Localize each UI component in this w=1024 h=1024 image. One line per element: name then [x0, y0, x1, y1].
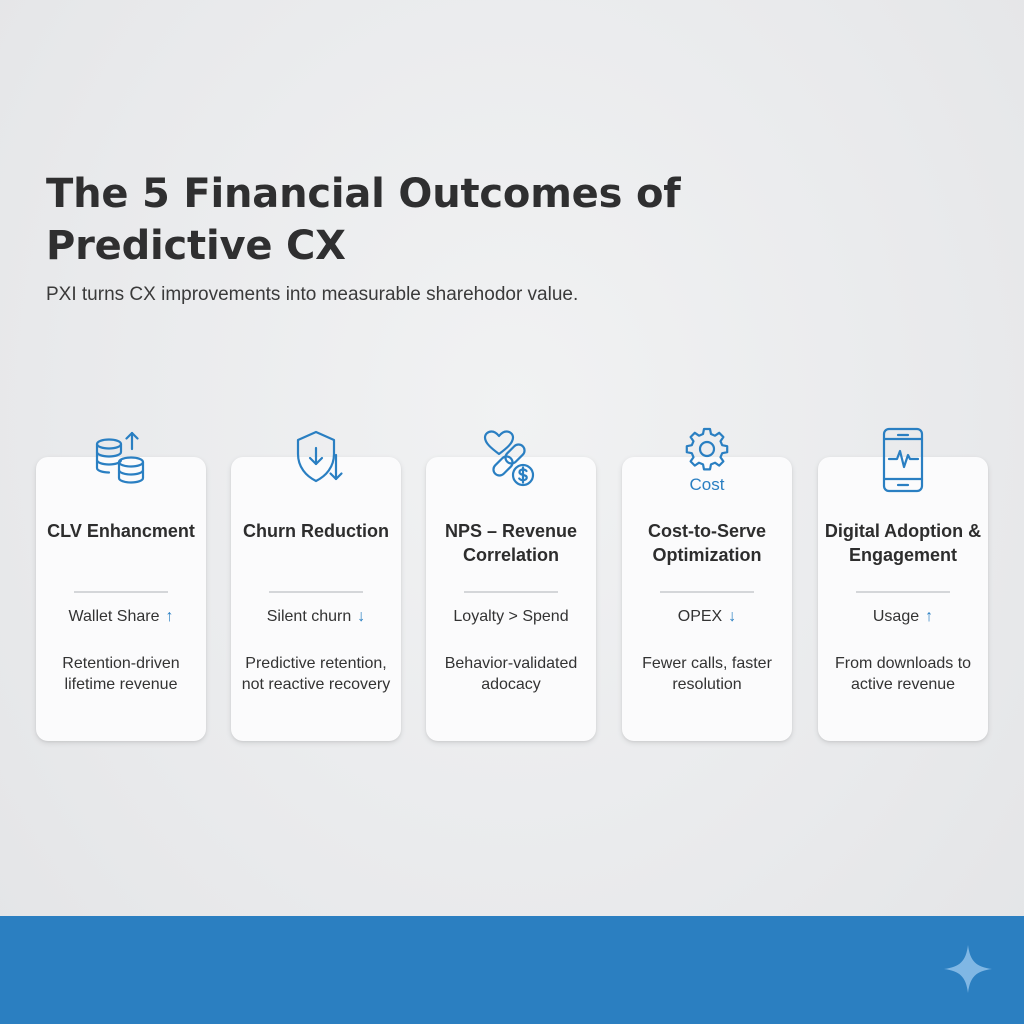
- page-title: The 5 Financial Outcomes of Predictive CX: [46, 171, 681, 269]
- arrow-up-icon: ↑: [925, 608, 934, 625]
- card-cost-to-serve: [622, 457, 792, 741]
- card-description: Predictive retention, not reactive recovery: [241, 655, 391, 693]
- arrow-down-icon: ↓: [357, 608, 366, 625]
- divider: [464, 591, 558, 593]
- metric-label: Wallet Share: [68, 608, 160, 625]
- heart-link-dollar-icon: [475, 427, 547, 499]
- card-description: Behavior-validated adocacy: [444, 655, 578, 693]
- card-title: Digital Adoption & Engagement: [824, 521, 982, 565]
- arrow-up-icon: ↑: [165, 608, 174, 625]
- arrow-down-icon: ↓: [728, 608, 737, 625]
- card-nps-revenue: [426, 457, 596, 741]
- card-metric: [36, 608, 206, 626]
- divider: [269, 591, 363, 593]
- gear-icon: [671, 427, 743, 499]
- footer-band: [0, 916, 1024, 1024]
- card-metric: [622, 608, 792, 626]
- metric-label: Loyalty > Spend: [453, 608, 569, 625]
- card-description: Retention-driven lifetime revenue: [62, 655, 180, 693]
- shield-down-icon: [280, 427, 352, 499]
- card-churn-reduction: [231, 457, 401, 741]
- divider: [660, 591, 754, 593]
- card-digital-adoption: [818, 457, 988, 741]
- card-metric: [426, 608, 596, 626]
- card-title: NPS – Revenue Correlation: [444, 521, 578, 565]
- divider: [856, 591, 950, 593]
- metric-label: Silent churn: [266, 608, 352, 625]
- card-title: CLV Enhancment: [47, 521, 195, 541]
- coin-stack-icon: [85, 427, 157, 499]
- card-description: From downloads to active revenue: [834, 655, 972, 693]
- smartphone-pulse-icon: [867, 427, 939, 499]
- card-description: Fewer calls, faster resolution: [642, 655, 772, 693]
- outcome-cards: [36, 457, 988, 741]
- card-clv-enhancement: [36, 457, 206, 741]
- page-subtitle: PXI turns CX improvements into measurable sharehodor value.: [46, 284, 579, 305]
- sparkle-icon: [942, 943, 994, 995]
- card-metric: [231, 608, 401, 626]
- card-metric: [818, 608, 988, 626]
- divider: [74, 591, 168, 593]
- card-title: Churn Reduction: [243, 521, 389, 541]
- metric-label: OPEX: [677, 608, 723, 625]
- card-title: Cost-to-Serve Optimization: [647, 521, 767, 565]
- metric-label: Usage: [872, 608, 920, 625]
- icon-caption: Cost: [689, 475, 725, 494]
